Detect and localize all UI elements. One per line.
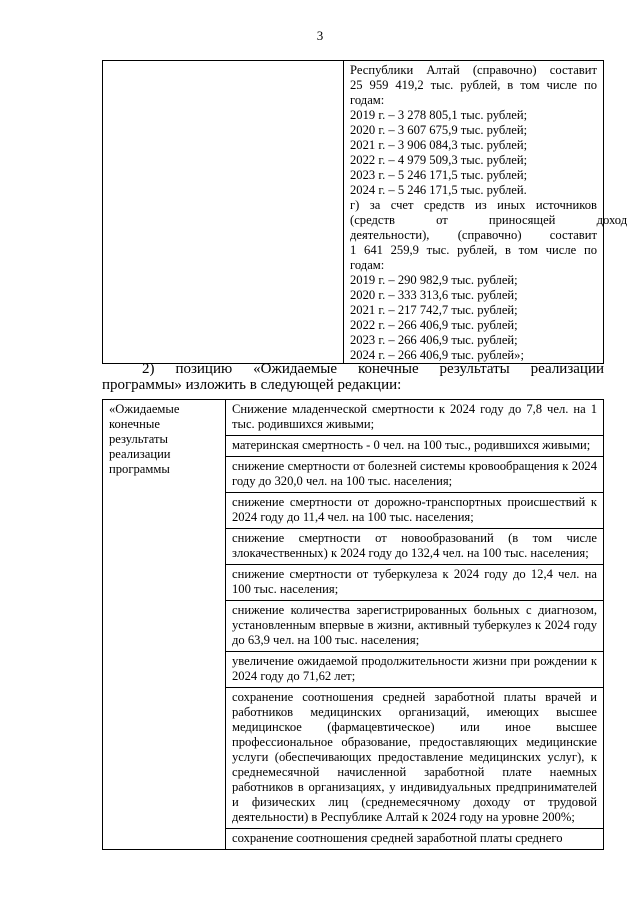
page-number: 3 xyxy=(316,28,324,43)
year-line: 2023 г. – 266 406,9 тыс. рублей; xyxy=(350,333,518,347)
financing-table-left-cell xyxy=(103,61,344,364)
year-line: 2019 г. – 290 982,9 тыс. рублей; xyxy=(350,273,518,287)
text-line: годам: xyxy=(350,258,385,272)
text-line: (средств от приносящей доход xyxy=(350,213,628,227)
amendment-paragraph xyxy=(102,362,604,393)
financing-table-right-cell xyxy=(344,61,628,364)
year-line: 2024 г. – 5 246 171,5 тыс. рублей. xyxy=(350,183,527,197)
paragraph-line: программы» изложить в следующей редакции: xyxy=(102,376,402,393)
text-line: годам: xyxy=(350,93,385,107)
financing-table xyxy=(102,60,628,364)
year-line: 2019 г. – 3 278 805,1 тыс. рублей; xyxy=(350,108,528,122)
year-line: 2020 г. – 333 313,6 тыс. рублей; xyxy=(350,288,518,302)
text-line: 1 641 259,9 тыс. рублей, в том числе по xyxy=(350,243,597,257)
result-item: материнская смертность - 0 чел. на 100 тыс., родившихся живыми; xyxy=(226,436,603,457)
paragraph-line: 2) позицию «Ожидаемые конечные результаты реализации xyxy=(142,361,604,377)
year-line: 2021 г. – 3 906 084,3 тыс. рублей; xyxy=(350,138,528,152)
result-item: снижение смертности от дорожно-транспортных происшествий к 2024 году до 11,4 чел. на 100 тыс. населения; xyxy=(226,493,603,529)
text-line: 25 959 419,2 тыс. рублей, в том числе по xyxy=(350,78,597,92)
year-line: 2020 г. – 3 607 675,9 тыс. рублей; xyxy=(350,123,528,137)
year-line: 2022 г. – 4 979 509,3 тыс. рублей; xyxy=(350,153,528,167)
result-item: снижение количества зарегистрированных больных с диагнозом, установленным впервые в жизни, активный туберкулез к 2024 году до 63,9 чел. на 100 тыс. населения; xyxy=(226,601,603,652)
year-line: 2021 г. – 217 742,7 тыс. рублей; xyxy=(350,303,518,317)
result-item: снижение смертности от новообразований (в том числе злокачественных) к 2024 году до 132,4 чел. на 100 тыс. населения; xyxy=(226,529,603,565)
result-item: увеличение ожидаемой продолжительности жизни при рождении к 2024 году до 71,62 лет; xyxy=(226,652,603,688)
results-table-right-cell xyxy=(226,400,604,850)
result-item: сохранение соотношения средней заработной платы врачей и работников медицинских организаций, имеющих высшее медицинское (фармацевтическое) или иное высшее профессиональное образование, предоставляющих медицинские услуги (обеспечивающих предоставление медицинских услуг), к среднемесячной начисленной заработной плате наемных работников в организациях, у индивидуальных предпринимателей и физических лиц (среднемесячному доходу от трудовой деятельности) в Республике Алтай к 2024 году на уровне 200%; xyxy=(226,688,603,829)
text-line: Республики Алтай (справочно) составит xyxy=(350,63,597,77)
text-line: деятельности), (справочно) составит xyxy=(350,228,597,242)
year-line: 2024 г. – 266 406,9 тыс. рублей»; xyxy=(350,348,524,362)
result-item: Снижение младенческой смертности к 2024 году до 7,8 чел. на 1 тыс. родившихся живыми; xyxy=(226,400,603,436)
year-line: 2022 г. – 266 406,9 тыс. рублей; xyxy=(350,318,518,332)
results-table xyxy=(102,399,604,850)
result-item: снижение смертности от туберкулеза к 2024 году до 12,4 чел. на 100 тыс. населения; xyxy=(226,565,603,601)
text-line: г) за счет средств из иных источников xyxy=(350,198,597,212)
result-item: сохранение соотношения средней заработной платы среднего xyxy=(232,831,563,845)
result-item: снижение смертности от болезней системы кровообращения к 2024 году до 320,0 чел. на 100 тыс. населения; xyxy=(226,457,603,493)
results-table-left-cell: «Ожидаемые конечные результаты реализации программы xyxy=(103,400,226,850)
year-line: 2023 г. – 5 246 171,5 тыс. рублей; xyxy=(350,168,528,182)
